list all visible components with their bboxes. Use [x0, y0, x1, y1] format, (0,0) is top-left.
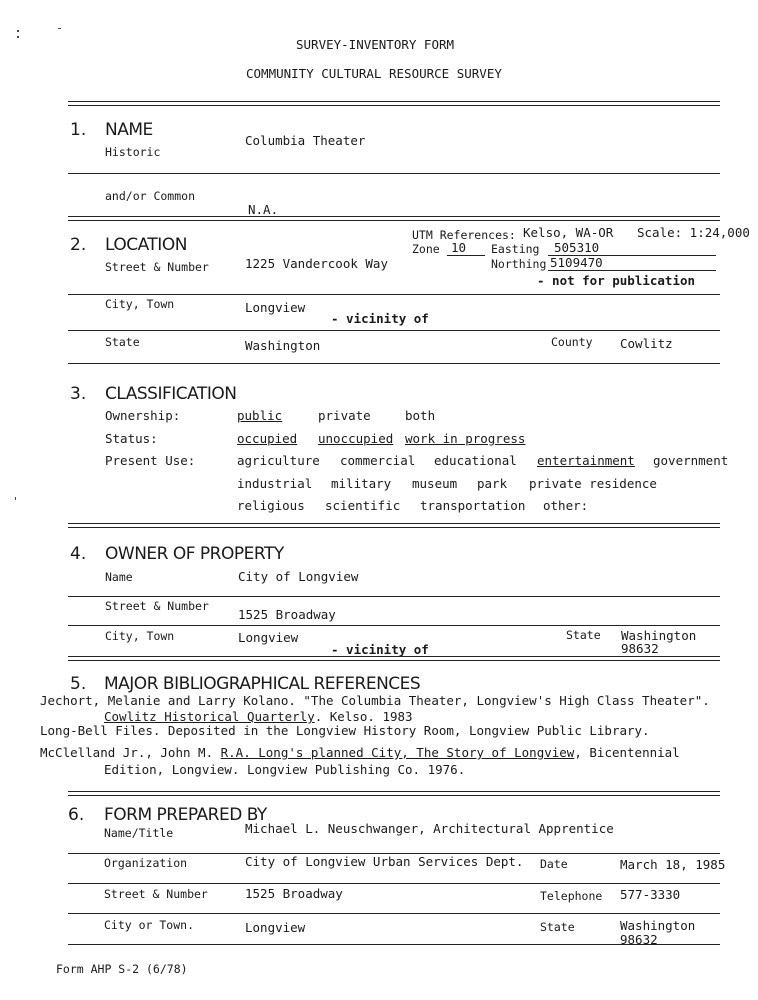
use-private-residence: private residence — [529, 476, 657, 491]
reference-1-line-2: Cowlitz Historical Quarterly. Kelso. 1983 — [104, 709, 413, 724]
northing-label: Northing — [491, 257, 547, 271]
date-label: Date — [540, 857, 568, 871]
ownership-both: both — [405, 408, 436, 423]
preparer-street-label: Street & Number — [104, 887, 208, 901]
status-work-in-progress: work in progress — [405, 431, 526, 446]
preparer-name-label: Name/Title — [104, 826, 174, 840]
divider — [68, 944, 720, 945]
section-5-number: 5. — [70, 674, 87, 694]
owner-zip: 98632 — [621, 641, 659, 656]
divider — [68, 294, 720, 295]
divider — [68, 596, 720, 597]
divider — [68, 913, 720, 914]
preparer-street-value: 1525 Broadway — [245, 886, 343, 901]
use-educational: educational — [434, 453, 517, 468]
preparer-zip: 98632 — [620, 932, 658, 947]
location-street-value: 1225 Vandercook Way — [245, 256, 388, 271]
divider — [68, 330, 720, 331]
section-2-heading: LOCATION — [105, 235, 187, 255]
status-unoccupied: unoccupied — [318, 431, 394, 446]
location-vicinity: - vicinity of — [331, 311, 429, 326]
section-2-number: 2. — [70, 235, 87, 255]
telephone-value: 577-3330 — [620, 887, 681, 902]
preparer-city-label: City or Town. — [104, 918, 195, 932]
location-city-value: Longview — [245, 300, 306, 315]
section-4-heading: OWNER OF PROPERTY — [105, 544, 284, 564]
utm-value: Kelso, WA-OR — [523, 225, 614, 240]
telephone-label: Telephone — [540, 889, 603, 903]
section-3-number: 3. — [70, 384, 87, 404]
use-religious: religious — [237, 498, 305, 513]
owner-vicinity: - vicinity of — [331, 642, 429, 657]
organization-value: City of Longview Urban Services Dept. — [245, 854, 524, 869]
reference-3-book-title: R.A. Long's planned City, The Story of Longview — [220, 745, 575, 760]
utm-label: UTM References: — [412, 228, 516, 242]
use-scientific: scientific — [325, 498, 401, 513]
preparer-name-value: Michael L. Neuschwanger, Architectural Apprentice — [245, 821, 614, 836]
easting-label: Easting — [491, 242, 540, 256]
ownership-label: Ownership: — [105, 408, 181, 423]
owner-state-label: State — [566, 628, 601, 642]
historic-value: Columbia Theater — [245, 133, 366, 148]
divider — [68, 523, 720, 528]
section-1-number: 1. — [70, 120, 87, 140]
county-label: County — [551, 335, 593, 349]
location-street-label: Street & Number — [105, 260, 209, 274]
location-state-value: Washington — [245, 338, 321, 353]
organization-label: Organization — [104, 856, 188, 870]
divider — [68, 216, 720, 221]
divider — [68, 883, 720, 884]
divider — [68, 625, 720, 626]
section-5-heading: MAJOR BIBLIOGRAPHICAL REFERENCES — [104, 674, 421, 694]
map-scale: Scale: 1:24,000 — [637, 225, 750, 240]
owner-city-label: City, Town — [105, 629, 175, 643]
zone-label: Zone — [412, 242, 440, 256]
reference-2: Long-Bell Files. Deposited in the Longview History Room, Longview Public Library. — [40, 723, 650, 738]
location-city-label: City, Town — [105, 297, 175, 311]
preparer-state-value: Washington — [620, 918, 696, 933]
section-6-heading: FORM PREPARED BY — [104, 805, 267, 825]
divider — [68, 363, 720, 364]
status-label: Status: — [105, 431, 158, 446]
section-1-heading: NAME — [105, 120, 153, 140]
use-government: government — [653, 453, 729, 468]
zone-value: 10 — [451, 240, 467, 255]
historic-label: Historic — [105, 145, 161, 159]
status-occupied: occupied — [237, 431, 298, 446]
form-title: SURVEY-INVENTORY FORM — [296, 37, 455, 52]
form-subtitle: COMMUNITY CULTURAL RESOURCE SURVEY — [246, 66, 502, 81]
form-number: Form AHP S-2 (6/78) — [56, 962, 188, 976]
preparer-city-value: Longview — [245, 920, 306, 935]
reference-1-line-1: Jechort, Melanie and Larry Kolano. "The Columbia Theater, Longview's High Class Theater". — [40, 693, 710, 708]
present-use-label: Present Use: — [105, 453, 196, 468]
use-transportation: transportation — [420, 498, 526, 513]
location-state-label: State — [105, 335, 140, 349]
county-value: Cowlitz — [620, 336, 673, 351]
reference-3-line-2: Edition, Longview. Longview Publishing Co. 1976. — [104, 762, 466, 777]
use-museum: museum — [412, 476, 458, 491]
common-value: N.A. — [248, 202, 279, 217]
ownership-private: private — [318, 408, 371, 423]
use-commercial: commercial — [340, 453, 416, 468]
reference-3-line-1: McClelland Jr., John M. R.A. Long's planned City, The Story of Longview, Bicentennial — [40, 745, 680, 760]
easting-value: 505310 — [554, 240, 600, 255]
divider — [68, 791, 720, 796]
owner-street-label: Street & Number — [105, 599, 209, 613]
section-6-number: 6. — [68, 805, 85, 825]
owner-state-value: Washington — [621, 628, 697, 643]
northing-value: 5109470 — [550, 255, 603, 270]
ownership-public: public — [237, 408, 283, 423]
date-value: March 18, 1985 — [620, 857, 726, 872]
use-other: other: — [543, 498, 589, 513]
reference-1-journal: Cowlitz Historical Quarterly — [104, 709, 315, 724]
owner-name-label: Name — [105, 570, 133, 584]
use-military: military — [331, 476, 392, 491]
divider — [68, 101, 720, 106]
use-industrial: industrial — [237, 476, 313, 491]
divider — [68, 656, 720, 661]
use-park: park — [477, 476, 508, 491]
owner-name-value: City of Longview — [238, 569, 359, 584]
preparer-state-label: State — [540, 920, 575, 934]
use-entertainment: entertainment — [537, 453, 635, 468]
divider — [68, 173, 720, 174]
not-for-publication: - not for publication — [537, 273, 696, 288]
common-label: and/or Common — [105, 189, 196, 203]
owner-street-value: 1525 Broadway — [238, 607, 336, 622]
section-3-heading: CLASSIFICATION — [105, 384, 237, 404]
use-agriculture: agriculture — [237, 453, 320, 468]
section-4-number: 4. — [70, 544, 87, 564]
owner-city-value: Longview — [238, 630, 299, 645]
